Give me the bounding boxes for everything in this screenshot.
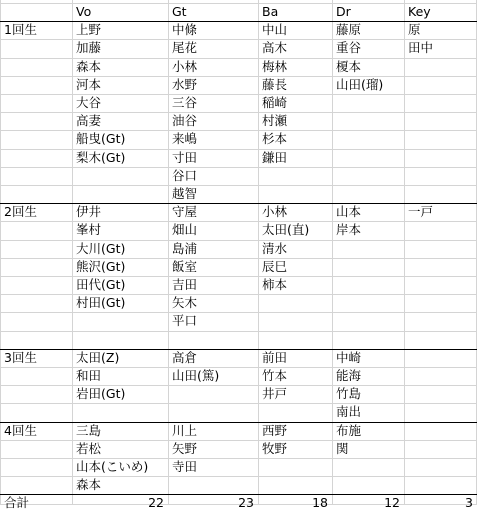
member-dr[interactable]: 榎本 xyxy=(336,58,362,74)
total-vo[interactable]: 22 xyxy=(148,495,164,511)
member-vo[interactable]: 森本 xyxy=(76,477,102,493)
member-dr[interactable]: 中崎 xyxy=(336,349,362,365)
member-dr[interactable]: 能海 xyxy=(336,368,362,383)
member-vo[interactable]: 太田(Z) xyxy=(76,349,120,365)
member-vo[interactable]: 大谷 xyxy=(76,95,102,110)
member-dr[interactable]: 南出 xyxy=(336,404,362,420)
member-ba[interactable]: 辰巳 xyxy=(262,258,288,274)
member-vo[interactable]: 大川(Gt) xyxy=(76,240,126,256)
member-gt[interactable]: 守屋 xyxy=(172,204,198,220)
member-ba[interactable]: 西野 xyxy=(262,422,288,438)
member-gt[interactable]: 畑山 xyxy=(172,222,198,238)
group-label[interactable]: 1回生 xyxy=(4,22,37,38)
header-dr[interactable]: Dr xyxy=(336,4,351,19)
member-gt[interactable]: 平口 xyxy=(172,313,198,329)
group-label[interactable]: 2回生 xyxy=(4,204,37,220)
member-gt[interactable]: 水野 xyxy=(172,76,198,92)
grid-row-line xyxy=(0,403,477,404)
total-label[interactable]: 合計 xyxy=(4,495,30,511)
member-ba[interactable]: 前田 xyxy=(262,349,288,365)
member-dr[interactable]: 関 xyxy=(336,440,349,456)
member-dr[interactable]: 重谷 xyxy=(336,40,362,56)
member-ba[interactable]: 清水 xyxy=(262,240,288,256)
member-ba[interactable]: 村瀬 xyxy=(262,113,288,129)
total-ba[interactable]: 18 xyxy=(312,495,328,511)
member-dr[interactable]: 山本 xyxy=(336,204,362,220)
group-label[interactable]: 4回生 xyxy=(4,422,37,438)
member-gt[interactable]: 飯室 xyxy=(172,258,198,274)
member-gt[interactable]: 小林 xyxy=(172,58,198,74)
member-ba[interactable]: 中山 xyxy=(262,22,288,38)
member-gt[interactable]: 島浦 xyxy=(172,240,198,256)
member-dr[interactable]: 岸本 xyxy=(336,222,362,238)
member-gt[interactable]: 矢木 xyxy=(172,295,198,311)
member-key[interactable]: 原 xyxy=(408,22,421,38)
member-gt[interactable]: 川上 xyxy=(172,422,198,438)
member-vo[interactable]: 伊井 xyxy=(76,204,102,220)
member-vo[interactable]: 三島 xyxy=(76,422,102,438)
member-vo[interactable]: 峯村 xyxy=(76,222,102,238)
member-gt[interactable]: 寺田 xyxy=(172,459,198,474)
member-ba[interactable]: 牧野 xyxy=(262,440,288,456)
member-vo[interactable]: 河本 xyxy=(76,76,102,92)
member-ba[interactable]: 梅林 xyxy=(262,58,288,74)
member-gt[interactable]: 尾花 xyxy=(172,40,198,56)
member-ba[interactable]: 柿本 xyxy=(262,277,288,292)
member-ba[interactable]: 竹本 xyxy=(262,368,288,383)
member-key[interactable]: 一戸 xyxy=(408,204,434,220)
member-gt[interactable]: 来嶋 xyxy=(172,131,198,147)
member-gt[interactable]: 中條 xyxy=(172,22,198,38)
member-vo[interactable]: 若松 xyxy=(76,440,102,456)
member-vo[interactable]: 村田(Gt) xyxy=(76,295,126,311)
member-gt[interactable]: 越智 xyxy=(172,186,198,201)
member-vo[interactable]: 梨木(Gt) xyxy=(76,149,126,165)
member-dr[interactable]: 藤原 xyxy=(336,22,362,38)
member-dr[interactable]: 布施 xyxy=(336,422,362,438)
member-gt[interactable]: 矢野 xyxy=(172,440,198,456)
member-ba[interactable]: 高木 xyxy=(262,40,288,56)
member-ba[interactable]: 藤長 xyxy=(262,76,288,92)
member-dr[interactable]: 山田(瑠) xyxy=(336,76,384,92)
header-vo[interactable]: Vo xyxy=(76,4,92,19)
member-key[interactable]: 田中 xyxy=(408,40,434,56)
total-gt[interactable]: 23 xyxy=(238,495,254,511)
grid-row-line xyxy=(0,385,477,386)
member-vo[interactable]: 岩田(Gt) xyxy=(76,386,126,402)
total-dr[interactable]: 12 xyxy=(384,495,400,511)
total-key[interactable]: 3 xyxy=(465,495,473,511)
member-ba[interactable]: 小林 xyxy=(262,204,288,220)
member-gt[interactable]: 山田(篤) xyxy=(172,368,220,383)
member-vo[interactable]: 田代(Gt) xyxy=(76,277,126,292)
group-label[interactable]: 3回生 xyxy=(4,349,37,365)
grid-row-line xyxy=(0,331,477,332)
member-gt[interactable]: 高倉 xyxy=(172,349,198,365)
member-vo[interactable]: 山本(こいめ) xyxy=(76,459,149,474)
header-ba[interactable]: Ba xyxy=(262,4,279,19)
member-ba[interactable]: 井戸 xyxy=(262,386,288,402)
member-gt[interactable]: 谷口 xyxy=(172,167,198,183)
member-vo[interactable]: 加藤 xyxy=(76,40,102,56)
header-gt[interactable]: Gt xyxy=(172,4,187,19)
member-vo[interactable]: 森本 xyxy=(76,58,102,74)
member-gt[interactable]: 油谷 xyxy=(172,113,198,129)
member-ba[interactable]: 杉本 xyxy=(262,131,288,147)
member-vo[interactable]: 高妻 xyxy=(76,113,102,129)
member-ba[interactable]: 太田(直) xyxy=(262,222,310,238)
member-gt[interactable]: 吉田 xyxy=(172,277,198,292)
member-vo[interactable]: 熊沢(Gt) xyxy=(76,258,126,274)
member-dr[interactable]: 竹島 xyxy=(336,386,362,402)
member-vo[interactable]: 和田 xyxy=(76,368,102,383)
member-gt[interactable]: 寸田 xyxy=(172,149,198,165)
member-ba[interactable]: 鎌田 xyxy=(262,149,288,165)
grid-row-line xyxy=(0,476,477,477)
member-vo[interactable]: 船曳(Gt) xyxy=(76,131,126,147)
member-vo[interactable]: 上野 xyxy=(76,22,102,38)
member-gt[interactable]: 三谷 xyxy=(172,95,198,110)
member-ba[interactable]: 稲崎 xyxy=(262,95,288,110)
header-key[interactable]: Key xyxy=(408,4,431,19)
